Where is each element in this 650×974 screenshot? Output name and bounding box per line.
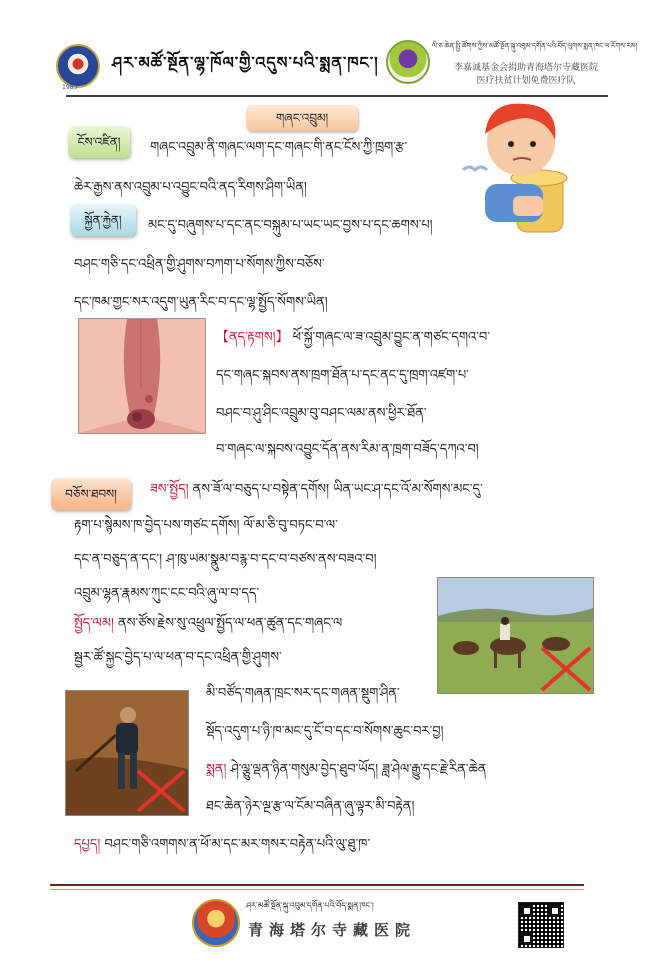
footer-hospital-name: 青海塔尔寺藏医院 [248,921,417,939]
header-sponsor-tibetan: ལི་ཅ་ཆེན་སྤྱི་ཚོགས་ཀྱིས་མཚོ་སྔོན་སྐུ་འབུམ་དགོན་པའི་བོད་ལུགས་སྨན་ཁང་ལ་རོགས་རམ། [432,42,638,50]
treatment-line-3: དང་ན་བཅུད་ན་དང་། ཤ་ཁུ་ཡམ་སྣུམ་བརྙ་བ་དང་བ་བཙས་ནས་བཟའ་བ། [74,552,377,567]
treatment-text-11: བཤང་གཅི་འགགས་ན་ཕོ་མ་དང་མར་གསར་བརྟེན་པའི་ལུ་ཐུ་ཁ་ [104,837,371,852]
behaviour-label: སྤྱོད་ལམ། [74,616,114,631]
qr-code-icon [518,902,564,948]
treatment-line-6: སྦྱར་ཚོ་སྐྱང་བྱེད་པ་ལ་ཕན་བ་དང་འཕྲིན་གྱི་ཤུགས་ [74,650,282,665]
field-labor-image [65,690,189,816]
diet-label: ཟས་སྤྱོད། [150,482,189,497]
footer-hospital-tibetan: ཤར་མཚོ་སྔོན་སྐུ་འབུམ་དགོན་པའི་བོད་སྨན་ཁང་། [246,901,374,910]
causes-line-2: བཤང་གཅི་དང་འཕྲིན་གྱི་ཤུགས་བཀག་པ་སོགས་ཀྱིས་བཅོས་ [74,257,325,272]
treatment-line-7: མི་བཙོད་གཞན་ཁྲང་སར་དང་གཞན་སྡུག་ཤིན་ [206,686,400,701]
causes-line-1: མང་དུ་བཞུགས་པ་དང་ནང་བསྐུམ་པ་ཡང་ཡང་བྱས་པ་དང་ཆགས་པ། [148,218,433,233]
sponsor-line-1: 李嘉诚基金会捐助青海塔尔寺藏医院 [453,63,598,73]
classification-line-4: བ་གཞང་ལ་སྐབས་འབྱུང་དོན་ནས་རིམ་ན་ཁྲག་བཟོད་དཀའ་བ། [216,442,479,457]
treatment-text-9: ཤེ་ལྕུ་ལྡན་ཉིན་གསུམ་བྱེད་ཐུབ་ཡོད། ཟླ་ཤེལ་རྒྱུ་དང་རྗེ་རིན་ཆེན [230,762,487,777]
hospital-emblem-left-icon [56,44,100,88]
treatment-line-4: འབྲུམ་ལྷན་རྣམས་ཀུང་ངང་བའི་ཞུ་ལ་བ་དད་ [74,586,260,601]
hemorrhoid-anatomy-image [78,318,206,434]
definition-line-1: གཞང་འབྲུམ་ནི་གཞང་ལག་དང་གཞང་གི་ནང་ངོས་ཀྱི་ཁྲག་རྩ་ [150,140,408,155]
treatment-line-10: ཐང་ཆེན་ཉེར་ལྔ་རྩ་ལ་ངོམ་བཞིན་ཞུ་ལྟར་མི་བརྟེན། [206,799,415,814]
treatment-line-11 [74,835,586,857]
external-therapy-label: དཔྱད། [74,837,101,852]
treatment-line-5 [74,614,430,636]
qr-finder-icon [521,933,533,945]
footer-divider-thin [50,889,584,890]
classification-line-3: བཤང་བ་ཤུ་ཤིང་འབྲུམ་བུ་བཤང་ལམ་ནས་ཕྱིར་ཐོན་ [216,406,427,421]
sponsor-line-2: 医疗扶贫计划免费医疗队 [476,76,576,86]
classification-line-2: དང་གཞང་སྐབས་ནས་ཁྲག་ཐོན་པ་དང་ནང་དུ་ཁྲག་འཛག་པ་ [216,368,469,383]
medicine-label: སྨན། [206,762,227,777]
treatment-line-9 [206,760,586,782]
child-on-toilet-image [455,96,583,246]
definition-line-2: ཆེར་རྒྱས་ནས་འབྲུམ་པ་འབྱུང་བའི་ནད་རིགས་ཤིག་ཡིན། [74,180,307,195]
treatment-label: བཅོས་ཐབས། [51,478,131,510]
qr-finder-icon [521,905,533,917]
emblem-year: 1983 [62,84,78,91]
causes-label: སྐྱོན་རྐྱེན། [70,204,136,236]
treatment-line-1 [150,480,586,502]
foundation-logo-icon [386,40,430,84]
treatment-line-8: སྡོད་འདུག་པ་ཉི་ཁ་མང་དུ་ངོ་བ་དང་བ་སོགས་ཆུང་བར་བྱ། [206,724,444,739]
classification-text-1: ཕོ་སྐྱོ་གཞང་ལ་ཟ་འབྲུམ་བྱུང་ན་གཙང་དགའ་བ་ [292,330,490,345]
header-sponsor-chinese [436,62,616,88]
classification-label: 【ནད་རྟགས།】 [216,330,289,345]
header-title: ཤར་མཚོ་སྔོན་ལྷ་ཁོལ་གྱི་འདུས་པའི་སྨན་ཁང་། [112,53,379,72]
causes-line-3: དང་ཁམ་གྱང་སར་འདུག་ཡུན་རིང་བ་དང་ལྷ་སྤྱོད་སོགས་ཡིན། [74,295,328,310]
treatment-text-5: ནས་ཙོས་རྗེས་སུ་འཕྲུལ་སྤྱོད་ལ་ཕན་ཚུན་དང་གཞང་ལ [117,616,343,631]
treatment-line-2: རྟག་པ་སྙེམས་ཁ་བྱེད་པས་གཙང་དགོས། ལོ་མ་ཅི་བུ་བཏང་བ་ལ་ [74,518,338,533]
footer-divider [50,884,584,886]
horse-riding-image [437,577,594,694]
page-title: གཞང་འབྲུམ། [246,105,358,131]
definition-label: ངོས་འཛིན། [68,126,130,158]
qr-finder-icon [549,905,561,917]
classification-line-1 [216,328,586,350]
hospital-emblem-footer-icon [192,899,240,947]
treatment-text-1: ནས་ཟོ་ལ་བཅུད་པ་བསྟེན་དགོས། ཡིན་ཡང་ཤ་དང་འོ་མ་སོགས་མང་དུ་ [192,482,483,497]
